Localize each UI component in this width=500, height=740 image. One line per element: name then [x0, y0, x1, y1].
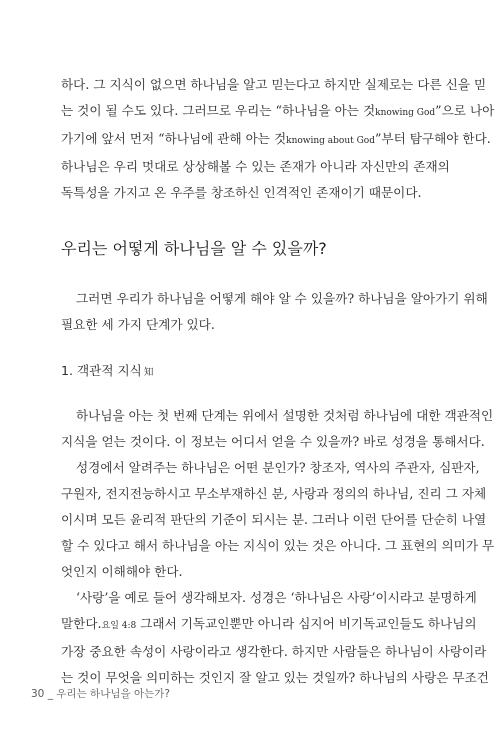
- text-line: 필요한 세 가지 단계가 있다.: [61, 317, 215, 332]
- first-step-paragraph: [61, 403, 494, 455]
- english-term: knowing about God: [286, 136, 375, 146]
- text-line: 할 수 있다고 해서 하나님을 아는 지식이 있는 것은 아니다. 그 표현의 의미가 무: [61, 538, 495, 553]
- text-line: 하나님을 아는 첫 번째 단계는 위에서 설명한 것처럼 하나님에 대한 객관적인: [76, 408, 494, 423]
- text-line: 독특성을 가지고 온 우주를 창조하신 인격적인 존재이기 때문이다.: [61, 185, 422, 200]
- english-term: knowing God: [375, 108, 436, 118]
- text-line: ‘사랑’을 예로 들어 생각해보자. 성경은 ‘하나님은 사랑’이시라고 분명하게: [76, 590, 477, 605]
- page-footer: 30 _ 우리는 하나님을 아는가?: [31, 688, 170, 700]
- section-heading: 우리는 어떻게 하나님을 알 수 있을까?: [61, 239, 327, 258]
- text-line: 는 것이 무엇을 의미하는 것인지 잘 알고 있는 것일까? 하나님의 사랑은 무조건: [61, 670, 489, 685]
- text-line: 성경에서 알려주는 하나님은 어떤 분인가? 창조자, 역사의 주관자, 심판자,: [76, 460, 480, 475]
- text-line: 이시며 모든 윤리적 판단의 기준이 되시는 분. 그러나 이런 단어를 단순히 나열: [61, 512, 487, 527]
- text-line: 지식을 얻는 것이다. 이 정보는 어디서 얻을 수 있을까? 바로 성경을 통해서다.: [61, 434, 485, 449]
- text-line: 는 것이 될 수도 있다. 그러므로 우리는 “하나님을 아는 것knowing God”으로 나아: [61, 103, 495, 118]
- text-line: 그러면 우리가 하나님을 어떻게 해야 알 수 있을까? 하나님을 알아가기 위해: [76, 291, 488, 306]
- scripture-reference: 요일 4:8: [101, 621, 137, 631]
- love-paragraph: [61, 585, 489, 691]
- subsection-heading: 1. 객관적 지식 知: [61, 363, 154, 378]
- text-line: 하나님은 우리 멋대로 상상해볼 수 있는 존재가 아니라 자신만의 존재의: [61, 159, 450, 174]
- text-line: 구원자, 전지전능하시고 무소부재하신 분, 사랑과 정의의 하나님, 진리 그 자체: [61, 486, 487, 501]
- hanja-char: 知: [143, 367, 154, 378]
- text-line: 가기에 앞서 먼저 “하나님에 관해 아는 것knowing about God”부터 탐구해야 한다.: [61, 131, 491, 146]
- text-line: 가장 중요한 속성이 사랑이라고 생각한다. 하지만 사람들은 하나님이 사랑이라: [61, 644, 487, 659]
- intro-steps-paragraph: [61, 286, 488, 338]
- text-line: 하다. 그 지식이 없으면 하나님을 알고 믿는다고 하지만 실제로는 다른 신을 믿: [61, 77, 487, 92]
- text-line: 말한다.요일 4:8 그래서 기독교인뿐만 아니라 심지어 비기독교인들도 하나님의: [61, 616, 477, 631]
- intro-paragraph: [61, 72, 495, 206]
- text-line: 엇인지 이해해야 한다.: [61, 564, 183, 579]
- attributes-paragraph: [61, 455, 495, 585]
